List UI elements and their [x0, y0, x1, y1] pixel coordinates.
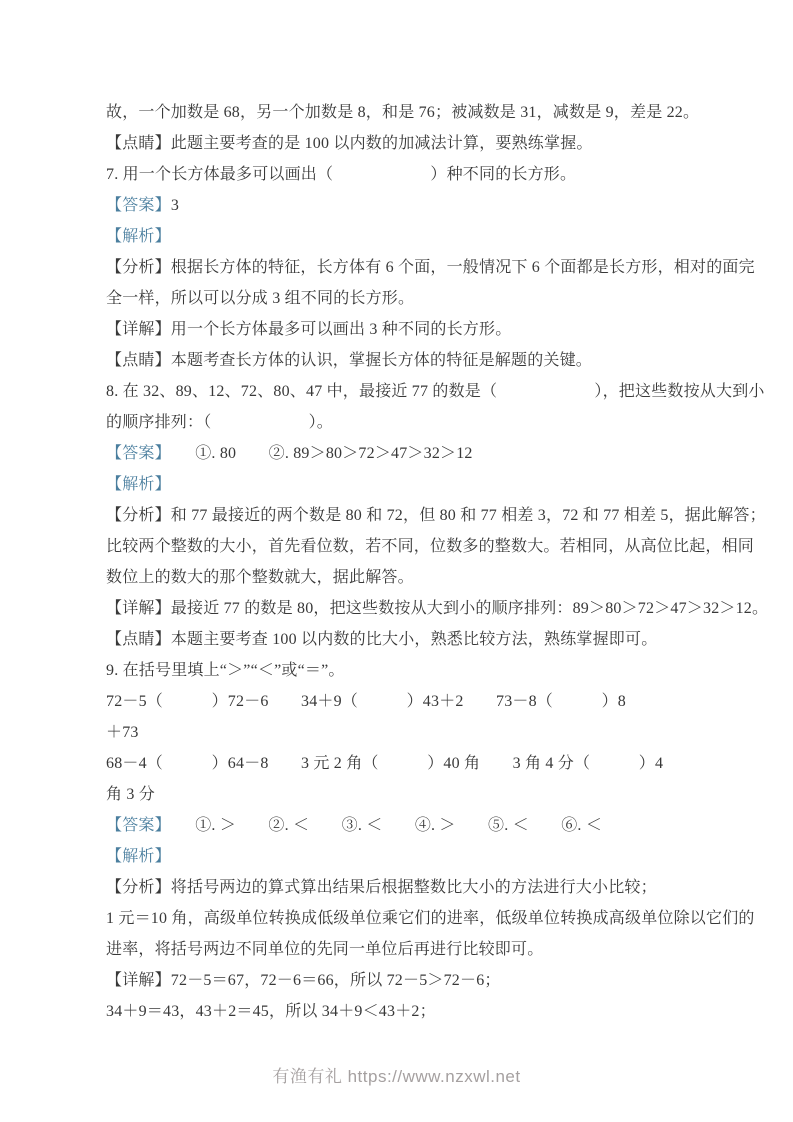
- section-label: 【解析】: [106, 848, 171, 865]
- line-text: 1 元＝10 角，高级单位转换成低级单位乘它们的进率，低级单位转换成高级单位除以它们的: [106, 910, 755, 927]
- detail-line: [106, 593, 769, 624]
- line-text: 比较两个整数的大小，首先看位数，若不同，位数多的整数大。若相同，从高位比起，相同: [106, 538, 755, 555]
- analysis-line: [106, 469, 722, 500]
- section-label: 【答案】: [106, 445, 163, 462]
- answer-line: [106, 810, 722, 841]
- question-line: [106, 159, 722, 190]
- section-label: 【答案】: [106, 197, 171, 214]
- body-line: [106, 903, 755, 934]
- line-text: 的顺序排列：（ ）。: [106, 414, 334, 431]
- key-point-line: [106, 345, 722, 376]
- detail-line: [106, 314, 722, 345]
- body-line: [106, 934, 722, 965]
- line-text: 9. 在括号里填上“＞”“＜”或“＝”。: [106, 662, 345, 679]
- line-text: 34＋9＝43，43＋2＝45，所以 34＋9＜43＋2；: [106, 1003, 436, 1020]
- section-label: 【答案】: [106, 817, 163, 834]
- line-text: 【详解】用一个长方体最多可以画出 3 种不同的长方形。: [106, 321, 512, 338]
- question-line: [106, 376, 765, 407]
- line-text: 故，一个加数是 68，另一个加数是 8，和是 76；被减数是 31，减数是 9，差是 22。: [106, 104, 700, 121]
- exercise-line: [106, 779, 722, 810]
- exercise-line: [106, 748, 722, 779]
- line-text: 3: [170, 197, 180, 214]
- line-text: ＋73: [106, 724, 139, 741]
- body-line: [106, 283, 722, 314]
- line-text: 7. 用一个长方体最多可以画出（ ）种不同的长方形。: [106, 166, 577, 183]
- answer-line: [106, 438, 722, 469]
- analysis-detail-line: [106, 872, 722, 903]
- section-label: 【解析】: [106, 476, 171, 493]
- analysis-detail-line: [106, 252, 755, 283]
- exercise-line: [106, 686, 722, 717]
- line-text: 【点睛】本题主要考查 100 以内数的比大小，熟悉比较方法，熟练掌握即可。: [106, 631, 658, 648]
- section-label: 【解析】: [106, 228, 171, 245]
- line-text: 进率，将括号两边不同单位的先同一单位后再进行比较即可。: [106, 941, 544, 958]
- line-text: 【分析】将括号两边的算式算出结果后根据整数比大小的方法进行大小比较；: [106, 879, 657, 896]
- line-text: 68－4（ ）64－8 3 元 2 角（ ）40 角 3 角 4 分（ ）4: [106, 755, 664, 772]
- question-line: [106, 407, 722, 438]
- line-text: 8. 在 32、89、12、72、80、47 中，最接近 77 的数是（ ），把这些数按从大到小: [106, 383, 765, 400]
- line-text: ①. 80 ②. 89＞80＞72＞47＞32＞12: [162, 445, 473, 462]
- line-text: 【点睛】本题考查长方体的认识，掌握长方体的特征是解题的关键。: [106, 352, 593, 369]
- line-text: 【分析】和 77 最接近的两个数是 80 和 72，但 80 和 77 相差 3，72 和 77 相差 5，据此解答；: [106, 507, 766, 524]
- body-line: [106, 97, 722, 128]
- line-text: ①. ＞ ②. ＜ ③. ＜ ④. ＞ ⑤. ＜ ⑥. ＜: [162, 817, 603, 834]
- question-line: [106, 655, 722, 686]
- body-line: [106, 562, 722, 593]
- line-text: 【点睛】此题主要考查的是 100 以内数的加减法计算，要熟练掌握。: [106, 135, 593, 152]
- answer-line: [106, 190, 722, 221]
- line-text: 【分析】根据长方体的特征，长方体有 6 个面，一般情况下 6 个面都是长方形，相对的面完: [106, 259, 755, 276]
- analysis-line: [106, 221, 722, 252]
- line-text: 全一样，所以可以分成 3 组不同的长方形。: [106, 290, 415, 307]
- text-content: [106, 97, 769, 1027]
- line-text: 数位上的数大的那个整数就大，据此解答。: [106, 569, 414, 586]
- line-text: 角 3 分: [106, 786, 156, 803]
- body-line: [106, 531, 755, 562]
- line-text: 【详解】72－5＝67，72－6＝66，所以 72－5＞72－6；: [106, 972, 501, 989]
- line-text: 【详解】最接近 77 的数是 80，把这些数按从大到小的顺序排列：89＞80＞72＞47＞32＞12。: [106, 600, 769, 617]
- analysis-detail-line: [106, 500, 766, 531]
- footer-watermark: 有渔有礼 https://www.nzxwl.net: [272, 1067, 521, 1086]
- detail-line: [106, 965, 722, 996]
- detail-line: [106, 996, 722, 1027]
- analysis-line: [106, 841, 722, 872]
- key-point-line: [106, 624, 722, 655]
- exercise-line: [106, 717, 722, 748]
- line-text: 72－5（ ）72－6 34＋9（ ）43＋2 73－8（ ）8: [106, 693, 627, 710]
- key-point-line: [106, 128, 722, 159]
